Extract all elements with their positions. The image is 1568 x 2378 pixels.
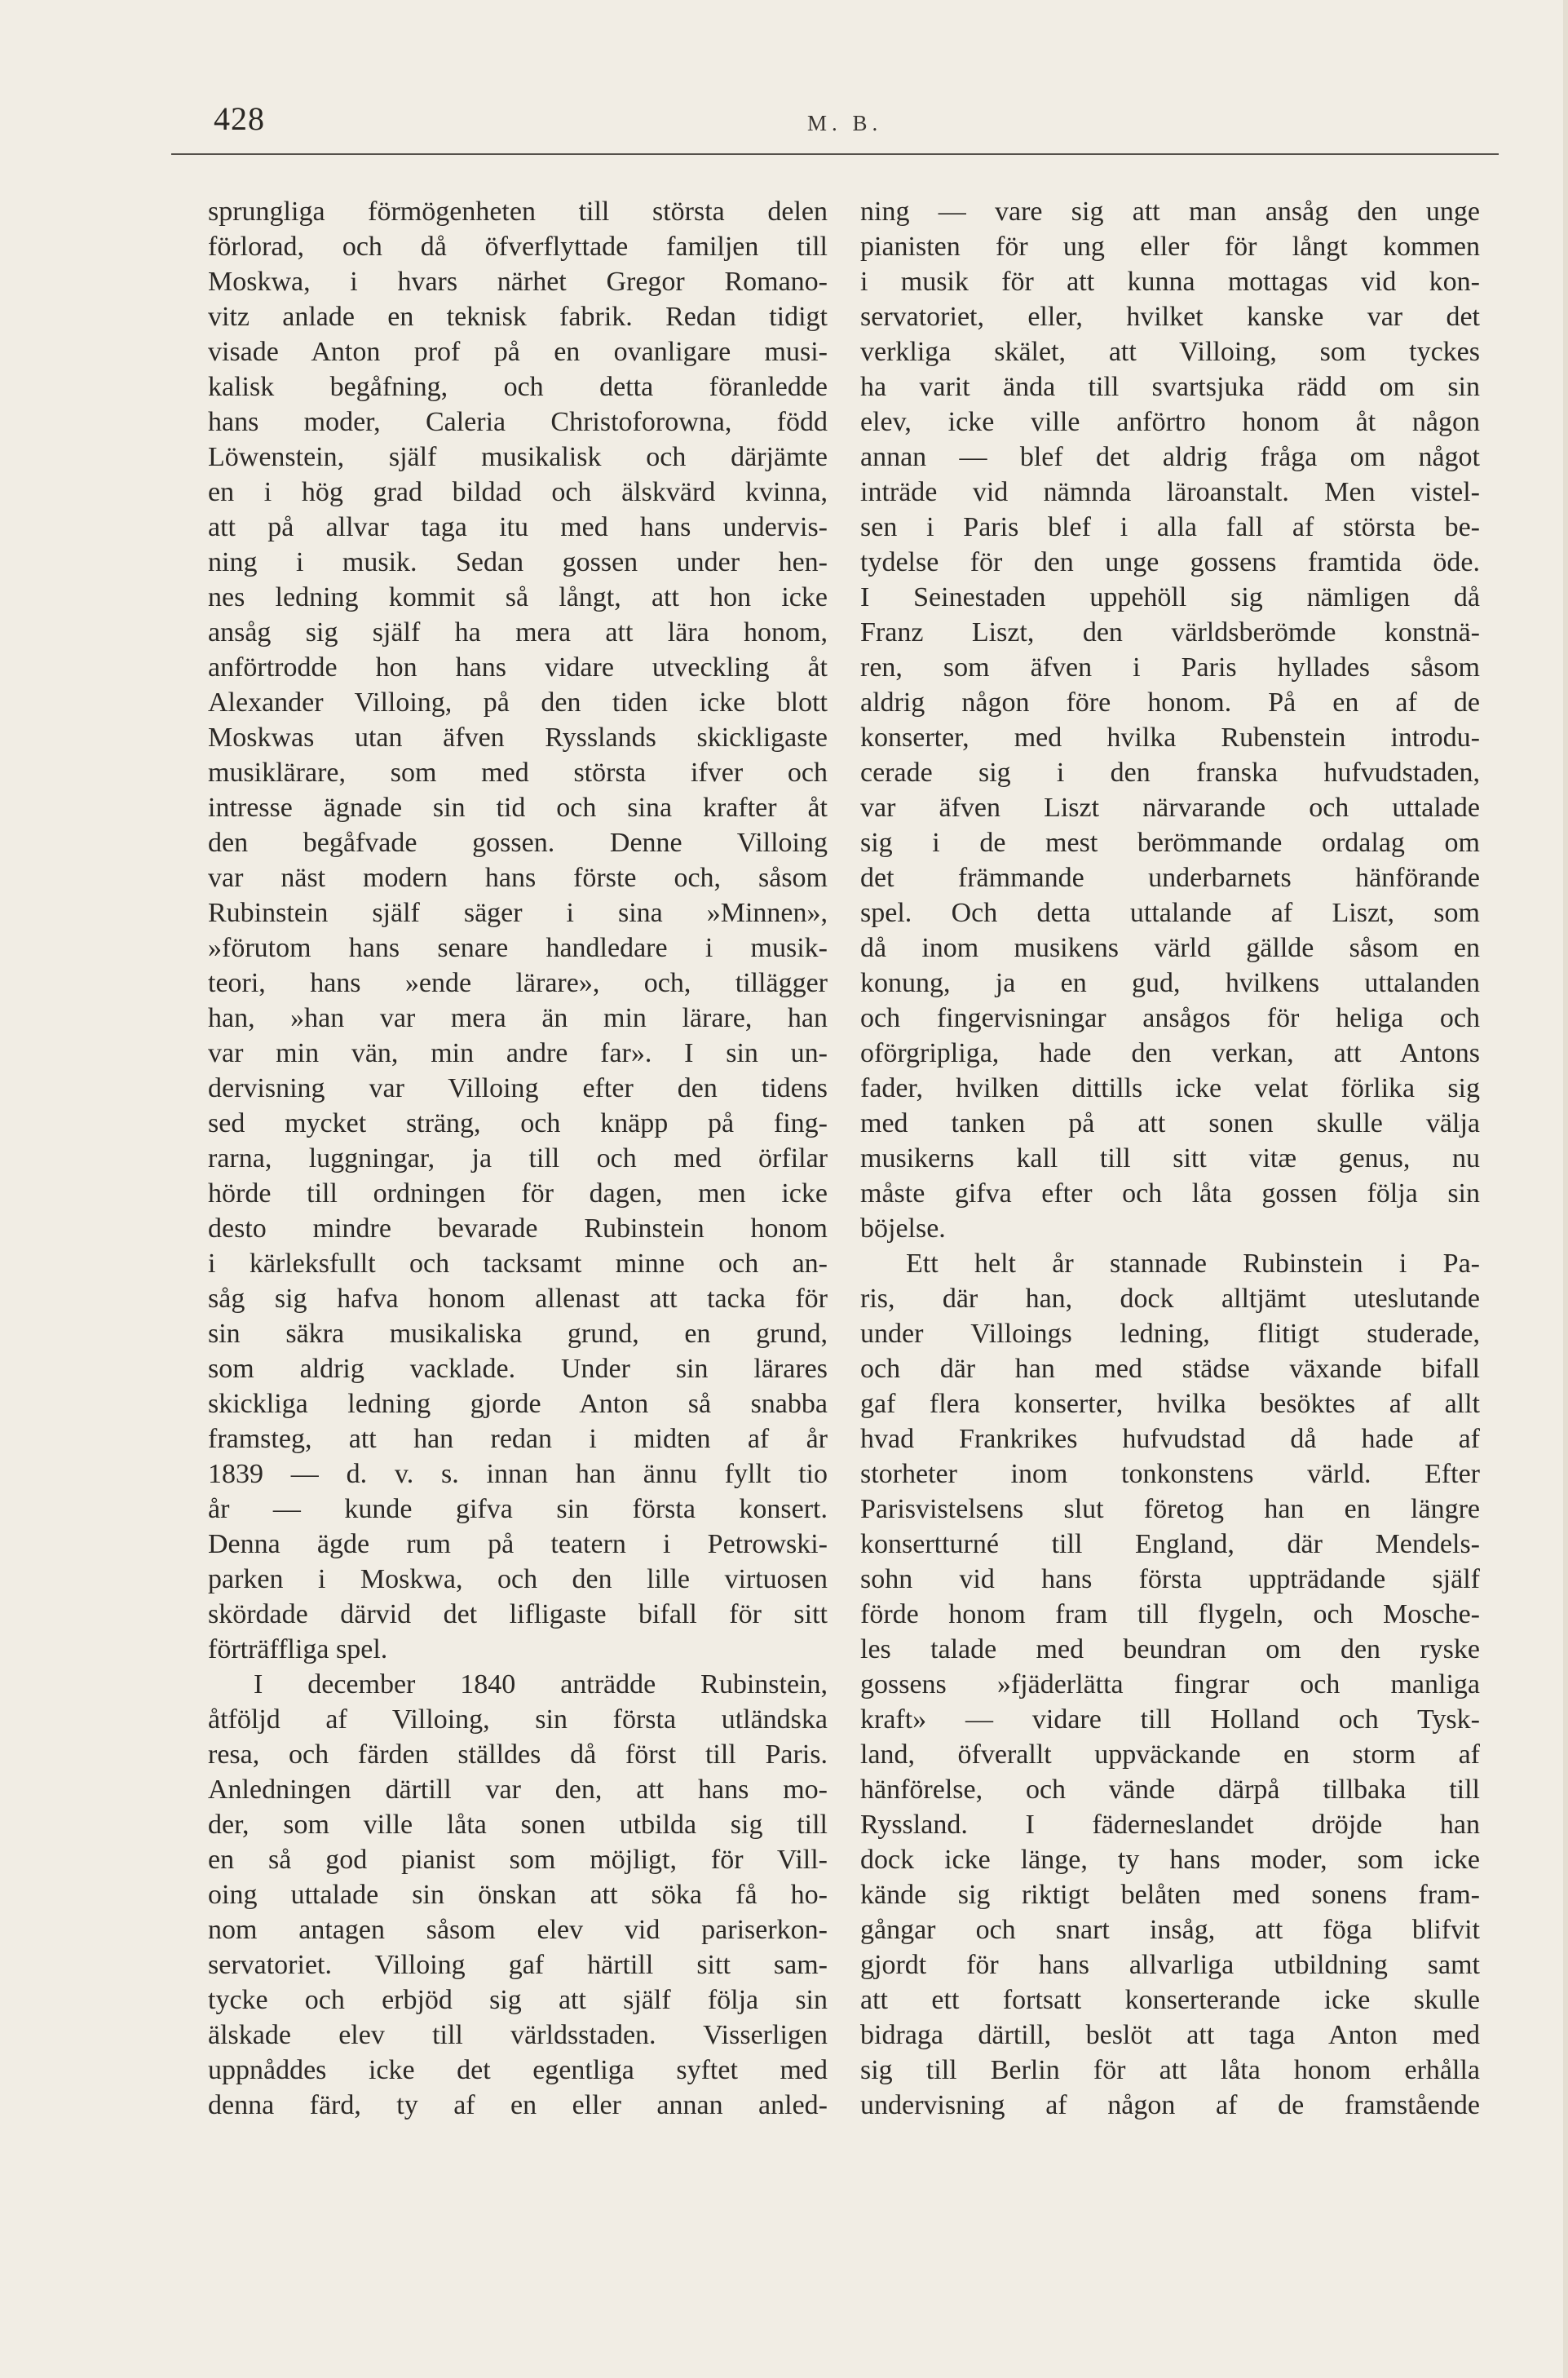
text-line: anförtrodde hon hans vidare utveckling åt xyxy=(208,652,828,683)
text-line: ha varit ända till svartsjuka rädd om sin xyxy=(860,372,1480,402)
text-line: der, som ville låta sonen utbilda sig till xyxy=(208,1810,828,1840)
text-line: såg sig hafva honom allenast att tacka för xyxy=(208,1284,828,1314)
text-line: ren, som äfven i Paris hyllades såsom xyxy=(860,652,1480,683)
text-line: kraft» — vidare till Holland och Tysk- xyxy=(860,1704,1480,1735)
text-line: tydelse för den unge gossens framtida öde. xyxy=(860,547,1480,577)
text-line: I Seinestaden uppehöll sig nämligen då xyxy=(860,582,1480,612)
text-line: gaf flera konserter, hvilka besöktes af allt xyxy=(860,1389,1480,1419)
text-line: sen i Paris blef i alla fall af största be- xyxy=(860,512,1480,542)
text-line: ning i musik. Sedan gossen under hen- xyxy=(208,547,828,577)
text-line: uppnåddes icke det egentliga syftet med xyxy=(208,2055,828,2085)
text-line: kalisk begåfning, och detta föranledde xyxy=(208,372,828,402)
text-line: oing uttalade sin önskan att söka få ho- xyxy=(208,1880,828,1910)
text-line: Moskwa, i hvars närhet Gregor Romano- xyxy=(208,267,828,297)
text-line: cerade sig i den franska hufvudstaden, xyxy=(860,758,1480,788)
text-line: ning — vare sig att man ansåg den unge xyxy=(860,197,1480,227)
text-line: nom antagen såsom elev vid pariserkon- xyxy=(208,1915,828,1945)
text-line: en så god pianist som möjligt, för Vill- xyxy=(208,1845,828,1875)
text-line: verkliga skälet, att Villoing, som tyckes xyxy=(860,337,1480,367)
text-line: kände sig riktigt belåten med sonens fram- xyxy=(860,1880,1480,1910)
text-line: tycke och erbjöd sig att själf följa sin xyxy=(208,1985,828,2015)
page-number: 428 xyxy=(214,100,265,137)
text-line: den begåfvade gossen. Denne Villoing xyxy=(208,828,828,858)
text-line: och fingervisningar ansågos för heliga och xyxy=(860,1003,1480,1033)
text-line: dock icke länge, ty hans moder, som icke xyxy=(860,1845,1480,1875)
text-line: älskade elev till världsstaden. Visserligen xyxy=(208,2020,828,2050)
text-line: 1839 — d. v. s. innan han ännu fyllt tio xyxy=(208,1459,828,1489)
text-line: musiklärare, som med största ifver och xyxy=(208,758,828,788)
text-line: gjordt för hans allvarliga utbildning samt xyxy=(860,1950,1480,1980)
text-line: bidraga därtill, beslöt att taga Anton med xyxy=(860,2020,1480,2050)
text-line: sig till Berlin för att låta honom erhålla xyxy=(860,2055,1480,2085)
text-line: i kärleksfullt och tacksamt minne och an- xyxy=(208,1249,828,1279)
text-line: Löwenstein, själf musikalisk och därjämte xyxy=(208,442,828,472)
text-line: konsertturné till England, där Mendels- xyxy=(860,1529,1480,1559)
text-line: förträffliga spel. xyxy=(208,1634,388,1664)
text-line: I december 1840 anträdde Rubinstein, xyxy=(254,1669,828,1700)
text-line: måste gifva efter och låta gossen följa sin xyxy=(860,1178,1480,1209)
page-header xyxy=(171,88,1500,153)
text-line: undervisning af någon af de framstående xyxy=(860,2090,1480,2120)
text-line: att ett fortsatt konserterande icke skulle xyxy=(860,1985,1480,2015)
text-line: Franz Liszt, den världsberömde konstnä- xyxy=(860,617,1480,648)
text-line: sprungliga förmögenheten till största delen xyxy=(208,197,828,227)
text-line: Denna ägde rum på teatern i Petrowski- xyxy=(208,1529,828,1559)
text-line: konserter, med hvilka Rubenstein introdu- xyxy=(860,723,1480,753)
text-line: Parisvistelsens slut företog han en längre xyxy=(860,1494,1480,1524)
text-line: intresse ägnade sin tid och sina krafter åt xyxy=(208,793,828,823)
text-line: pianisten för ung eller för långt kommen xyxy=(860,232,1480,262)
left-column xyxy=(208,194,828,2123)
text-line: Ett helt år stannade Rubinstein i Pa- xyxy=(906,1249,1480,1279)
text-line: med tanken på att sonen skulle välja xyxy=(860,1108,1480,1138)
text-line: inträde vid nämnda läroanstalt. Men vistel- xyxy=(860,477,1480,507)
text-line: »förutom hans senare handledare i musik- xyxy=(208,933,828,963)
text-line: sohn vid hans första uppträdande själf xyxy=(860,1564,1480,1594)
page-edge xyxy=(1563,0,1568,2378)
text-line: les talade med beundran om den ryske xyxy=(860,1634,1480,1664)
text-line: åtföljd af Villoing, sin första utländska xyxy=(208,1704,828,1735)
text-line: parken i Moskwa, och den lille virtuosen xyxy=(208,1564,828,1594)
text-line: under Villoings ledning, flitigt studerade, xyxy=(860,1319,1480,1349)
text-line: fader, hvilken dittills icke velat förlika sig xyxy=(860,1073,1480,1103)
text-line: Anledningen därtill var den, att hans mo- xyxy=(208,1775,828,1805)
text-line: och där han med städse växande bifall xyxy=(860,1354,1480,1384)
text-line: hans moder, Caleria Christoforowna, född xyxy=(208,407,828,437)
text-line: resa, och färden ställdes då först till Paris. xyxy=(208,1739,828,1770)
text-line: hörde till ordningen för dagen, men icke xyxy=(208,1178,828,1209)
text-line: att på allvar taga itu med hans undervis- xyxy=(208,512,828,542)
text-line: sin säkra musikaliska grund, en grund, xyxy=(208,1319,828,1349)
text-line: storheter inom tonkonstens värld. Efter xyxy=(860,1459,1480,1489)
text-line: framsteg, att han redan i midten af år xyxy=(208,1424,828,1454)
text-line: konung, ja en gud, hvilkens uttalanden xyxy=(860,968,1480,998)
text-line: var min vän, min andre far». I sin un- xyxy=(208,1038,828,1068)
text-line: Ryssland. I fäderneslandet dröjde han xyxy=(860,1810,1480,1840)
text-line: som aldrig vacklade. Under sin lärares xyxy=(208,1354,828,1384)
text-line: förde honom fram till flygeln, och Mosche- xyxy=(860,1599,1480,1629)
text-line: vitz anlade en teknisk fabrik. Redan tidigt xyxy=(208,302,828,332)
text-line: en i hög grad bildad och älskvärd kvinna, xyxy=(208,477,828,507)
text-line: ris, där han, dock alltjämt uteslutande xyxy=(860,1284,1480,1314)
text-line: böjelse. xyxy=(860,1213,946,1244)
text-line: aldrig någon före honom. På en af de xyxy=(860,687,1480,718)
header-rule xyxy=(171,153,1499,155)
text-line: han, »han var mera än min lärare, han xyxy=(208,1003,828,1033)
text-line: teori, hans »ende lärare», och, tillägger xyxy=(208,968,828,998)
running-head: M. B. xyxy=(807,111,883,135)
text-line: gångar och snart insåg, att föga blifvit xyxy=(860,1915,1480,1945)
text-line: hvad Frankrikes hufvudstad då hade af xyxy=(860,1424,1480,1454)
text-line: det främmande underbarnets hänförande xyxy=(860,863,1480,893)
text-line: nes ledning kommit så långt, att hon icke xyxy=(208,582,828,612)
text-line: land, öfverallt uppväckande en storm af xyxy=(860,1739,1480,1770)
text-line: ansåg sig själf ha mera att lära honom, xyxy=(208,617,828,648)
text-line: Alexander Villoing, på den tiden icke blott xyxy=(208,687,828,718)
text-line: sed mycket sträng, och knäpp på fing- xyxy=(208,1108,828,1138)
text-line: elev, icke ville anförtro honom åt någon xyxy=(860,407,1480,437)
text-line: spel. Och detta uttalande af Liszt, som xyxy=(860,898,1480,928)
text-line: var näst modern hans förste och, såsom xyxy=(208,863,828,893)
text-line: annan — blef det aldrig fråga om något xyxy=(860,442,1480,472)
text-line: hänförelse, och vände därpå tillbaka till xyxy=(860,1775,1480,1805)
text-line: desto mindre bevarade Rubinstein honom xyxy=(208,1213,828,1244)
text-line: rarna, luggningar, ja till och med örfilar xyxy=(208,1143,828,1174)
text-line: musikerns kall till sitt vitæ genus, nu xyxy=(860,1143,1480,1174)
text-line: denna färd, ty af en eller annan anled- xyxy=(208,2090,828,2120)
text-line: då inom musikens värld gällde såsom en xyxy=(860,933,1480,963)
text-line: skördade därvid det lifligaste bifall för sitt xyxy=(208,1599,828,1629)
right-column xyxy=(860,194,1480,2123)
text-line: skickliga ledning gjorde Anton så snabba xyxy=(208,1389,828,1419)
text-line: visade Anton prof på en ovanligare musi- xyxy=(208,337,828,367)
text-line: förlorad, och då öfverflyttade familjen till xyxy=(208,232,828,262)
text-line: servatoriet, eller, hvilket kanske var det xyxy=(860,302,1480,332)
text-line: oförgripliga, hade den verkan, att Antons xyxy=(860,1038,1480,1068)
text-line: Moskwas utan äfven Rysslands skickligaste xyxy=(208,723,828,753)
text-line: dervisning var Villoing efter den tidens xyxy=(208,1073,828,1103)
text-line: Rubinstein själf säger i sina »Minnen», xyxy=(208,898,828,928)
text-line: i musik för att kunna mottagas vid kon- xyxy=(860,267,1480,297)
text-line: sig i de mest berömmande ordalag om xyxy=(860,828,1480,858)
text-line: gossens »fjäderlätta fingrar och manliga xyxy=(860,1669,1480,1700)
text-line: servatoriet. Villoing gaf härtill sitt sam- xyxy=(208,1950,828,1980)
text-line: var äfven Liszt närvarande och uttalade xyxy=(860,793,1480,823)
text-line: år — kunde gifva sin första konsert. xyxy=(208,1494,828,1524)
